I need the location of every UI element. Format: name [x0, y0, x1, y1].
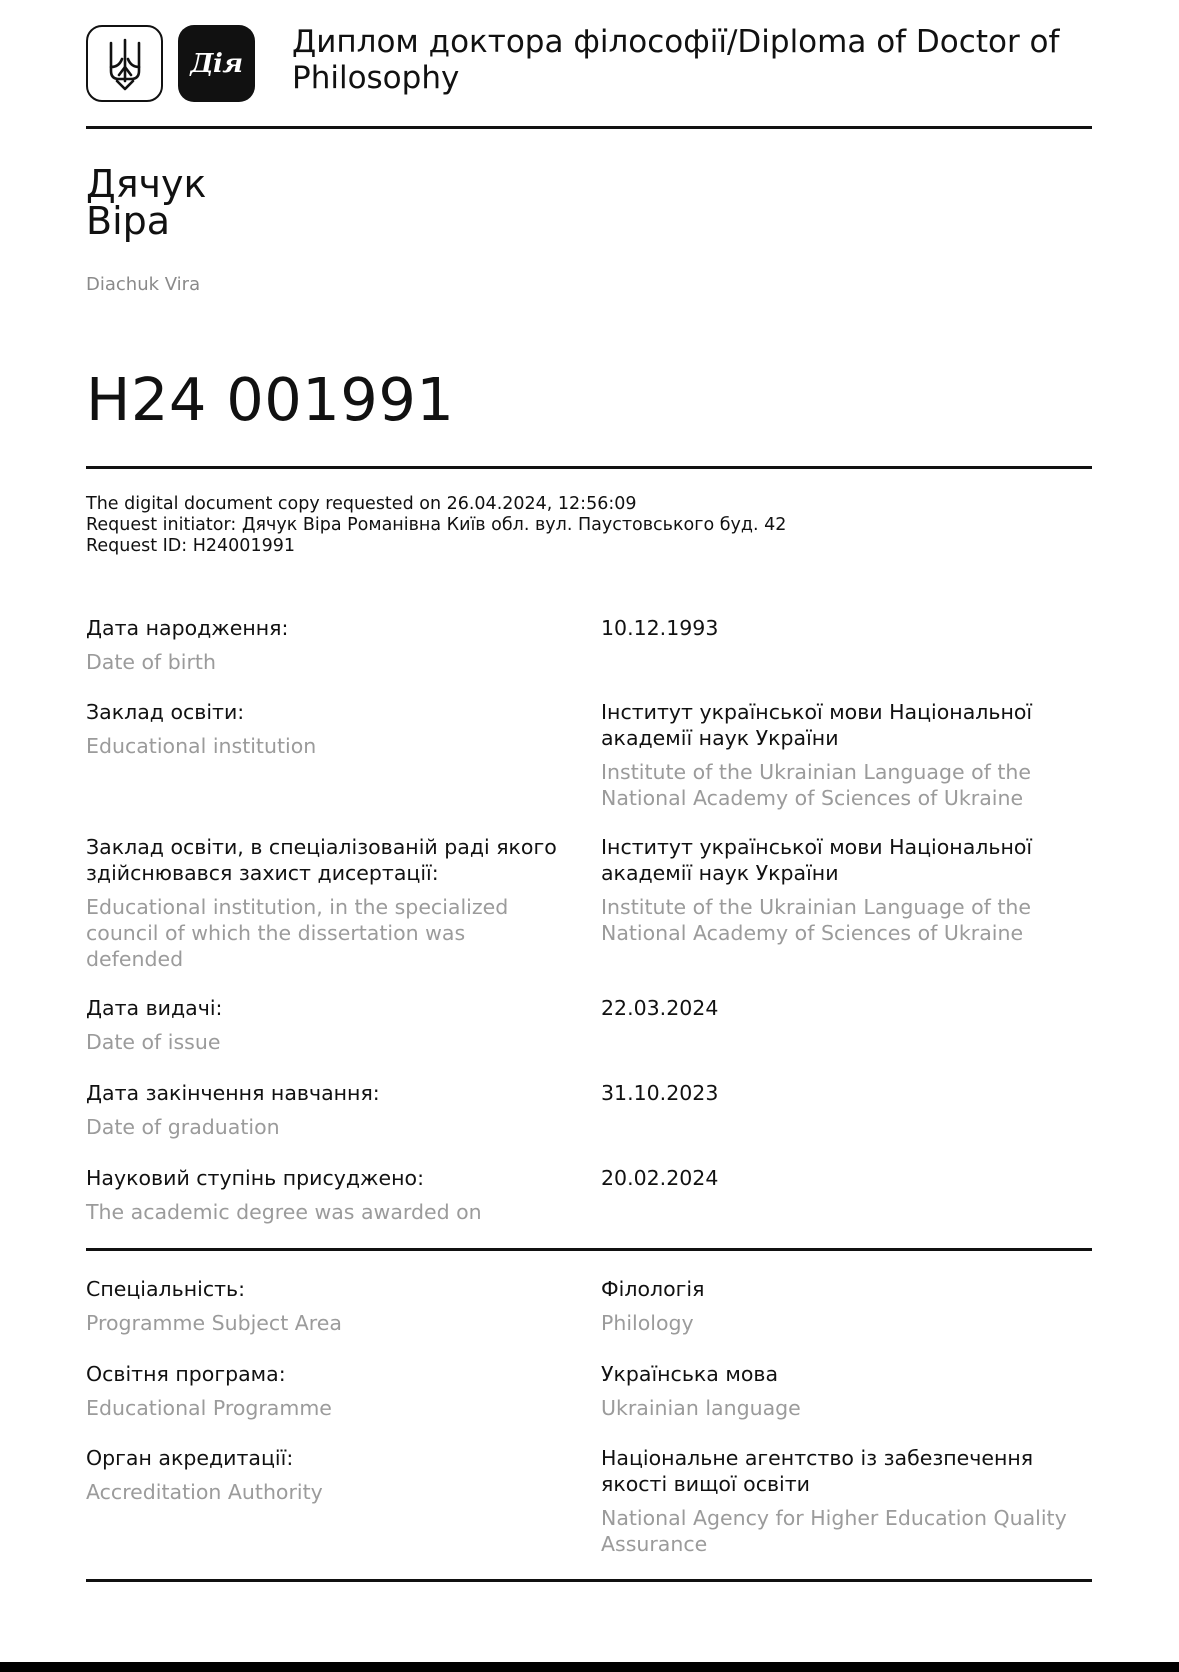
document-title: Диплом доктора філософії/Diploma of Doctor of Philosophy [292, 24, 1060, 96]
label-en: Educational Programme [86, 1396, 332, 1420]
diia-logo-text: Дія [190, 48, 243, 79]
label-en: Date of graduation [86, 1115, 280, 1139]
label-en: Date of issue [86, 1030, 221, 1054]
value-en: Institute of the Ukrainian Language of the National Academy of Sciences of Ukraine [601, 760, 1032, 810]
label-ua: Дата закінчення навчання: [86, 1081, 380, 1105]
value-ua: Філологія [601, 1277, 705, 1301]
document-number: H24 001991 [86, 365, 455, 434]
value-en: Institute of the Ukrainian Language of the National Academy of Sciences of Ukraine [601, 895, 1032, 945]
field-value [601, 699, 1092, 811]
value-ua: 20.02.2024 [601, 1166, 719, 1190]
label-en: Programme Subject Area [86, 1311, 342, 1335]
value-en: National Agency for Higher Education Quality Assurance [601, 1506, 1067, 1556]
divider [86, 1579, 1092, 1582]
label-en: Educational institution, in the specialized council of which the dissertation was defended [86, 895, 509, 971]
request-id: Request ID: H24001991 [86, 536, 295, 556]
label-ua: Заклад освіти, в спеціалізованій раді якого здійснювався захист дисертації: [86, 835, 557, 885]
label-ua: Науковий ступінь присуджено: [86, 1166, 424, 1190]
field-value [601, 1445, 1092, 1557]
field-value [601, 1276, 1092, 1336]
holder-given-name: Віра [86, 199, 171, 243]
value-en: Philology [601, 1311, 694, 1335]
value-ua: Національне агентство із забезпечення якості вищої освіти [601, 1446, 1034, 1496]
label-ua: Освітня програма: [86, 1362, 286, 1386]
label-en: The academic degree was awarded on [86, 1200, 482, 1224]
value-ua: Інститут української мови Національної академії наук України [601, 700, 1033, 750]
divider [86, 466, 1092, 469]
label-ua: Спеціальність: [86, 1277, 246, 1301]
field-label [86, 1361, 566, 1421]
field-label [86, 995, 566, 1055]
label-ua: Орган акредитації: [86, 1446, 294, 1470]
field-value [601, 1165, 1092, 1191]
field-label [86, 1165, 566, 1225]
request-initiator: Request initiator: Дячук Віра Романівна Київ обл. вул. Паустовського буд. 42 [86, 515, 787, 535]
label-ua: Заклад освіти: [86, 700, 245, 724]
request-date: The digital document copy requested on 26.04.2024, 12:56:09 [86, 494, 637, 514]
diia-logo [178, 25, 255, 102]
divider [86, 1248, 1092, 1251]
value-ua: 31.10.2023 [601, 1081, 719, 1105]
field-label [86, 1445, 566, 1505]
field-value [601, 834, 1092, 946]
bottom-bar [0, 1662, 1179, 1672]
holder-name [86, 162, 207, 243]
value-ua: 22.03.2024 [601, 996, 719, 1020]
field-label [86, 1080, 566, 1140]
field-label [86, 834, 566, 972]
label-ua: Дата видачі: [86, 996, 223, 1020]
label-en: Date of birth [86, 650, 216, 674]
label-ua: Дата народження: [86, 616, 289, 640]
field-label [86, 615, 566, 675]
field-value [601, 615, 1092, 641]
field-value [601, 995, 1092, 1021]
holder-surname: Дячук [86, 162, 207, 206]
divider [86, 126, 1092, 129]
field-value [601, 1080, 1092, 1106]
value-en: Ukrainian language [601, 1396, 801, 1420]
value-ua: Інститут української мови Національної академії наук України [601, 835, 1033, 885]
field-label [86, 699, 566, 759]
label-en: Educational institution [86, 734, 317, 758]
trident-icon-graphic [105, 37, 145, 91]
trident-icon [86, 25, 163, 102]
value-ua: 10.12.1993 [601, 616, 719, 640]
holder-latin-name: Diachuk Vira [86, 274, 201, 295]
field-label [86, 1276, 566, 1336]
field-value [601, 1361, 1092, 1421]
label-en: Accreditation Authority [86, 1480, 323, 1504]
value-ua: Українська мова [601, 1362, 779, 1386]
request-info [86, 494, 786, 557]
